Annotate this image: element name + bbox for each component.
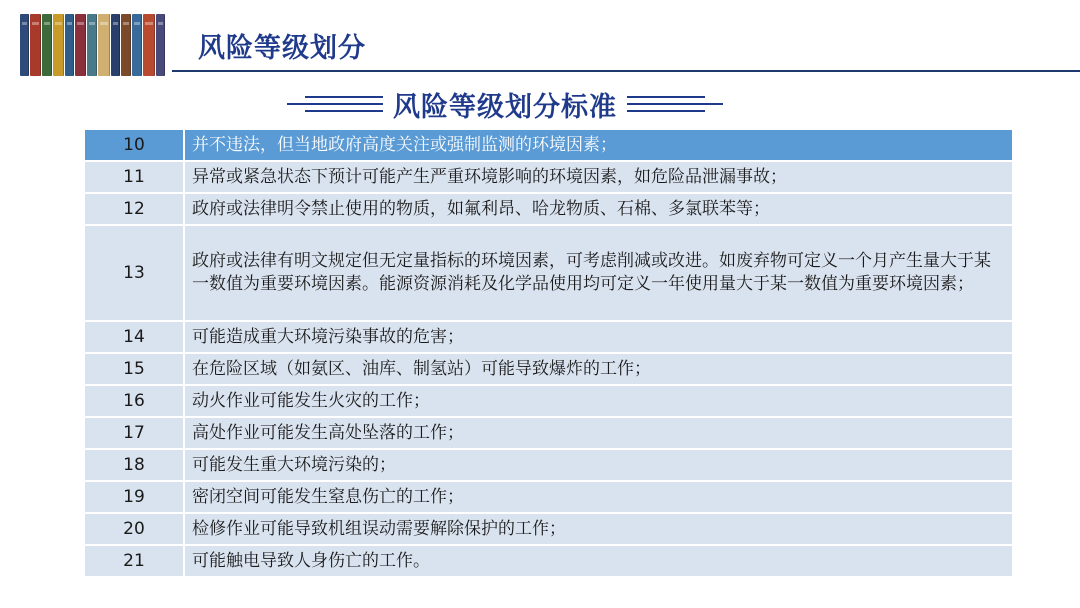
- row-description: 并不违法，但当地政府高度关注或强制监测的环境因素；: [185, 130, 1012, 160]
- book-spine: [20, 14, 29, 76]
- page-title: 风险等级划分: [198, 33, 366, 64]
- row-number: 20: [85, 514, 185, 544]
- row-number: 14: [85, 322, 185, 352]
- row-number: 15: [85, 354, 185, 384]
- section-heading: [270, 84, 740, 124]
- table-row: [85, 226, 1012, 320]
- table-row: [85, 514, 1012, 544]
- book-spine: [75, 14, 86, 76]
- book-spine: [53, 14, 65, 76]
- row-description: 检修作业可能导致机组误动需要解除保护的工作；: [185, 514, 1012, 544]
- table-row: [85, 354, 1012, 384]
- row-description: 可能造成重大环境污染事故的危害；: [185, 322, 1012, 352]
- row-number: 12: [85, 194, 185, 224]
- book-spine: [111, 14, 120, 76]
- table-row: [85, 162, 1012, 192]
- book-spine: [65, 14, 74, 76]
- book-spine: [87, 14, 97, 76]
- header-divider: [172, 70, 1080, 72]
- table-row: [85, 418, 1012, 448]
- table-row: [85, 450, 1012, 480]
- row-number: 17: [85, 418, 185, 448]
- table-row: [85, 194, 1012, 224]
- table-row: [85, 322, 1012, 352]
- row-number: 10: [85, 130, 185, 160]
- row-number: 13: [85, 226, 185, 320]
- row-description: 政府或法律有明文规定但无定量指标的环境因素，可考虑削减或改进。如废弃物可定义一个月产生量大于某一数值为重要环境因素。能源资源消耗及化学品使用均可定义一年使用量大于某一数值为重要环境因素；: [185, 226, 1012, 320]
- row-number: 11: [85, 162, 185, 192]
- table-row: [85, 386, 1012, 416]
- decorative-lines-right: [627, 96, 723, 112]
- table-row: [85, 130, 1012, 160]
- row-number: 19: [85, 482, 185, 512]
- book-spine: [121, 14, 132, 76]
- book-spine: [30, 14, 41, 76]
- books-decoration: [20, 14, 165, 76]
- row-description: 动火作业可能发生火灾的工作；: [185, 386, 1012, 416]
- row-description: 可能触电导致人身伤亡的工作。: [185, 546, 1012, 576]
- row-number: 18: [85, 450, 185, 480]
- book-spine: [143, 14, 155, 76]
- decorative-lines-left: [287, 96, 383, 112]
- book-spine: [98, 14, 110, 76]
- row-description: 政府或法律明令禁止使用的物质，如氟利昂、哈龙物质、石棉、多氯联苯等；: [185, 194, 1012, 224]
- section-title: 风险等级划分标准: [393, 91, 617, 123]
- table-row: [85, 482, 1012, 512]
- table-row: [85, 546, 1012, 576]
- risk-criteria-table: [85, 128, 1012, 578]
- row-number: 21: [85, 546, 185, 576]
- row-number: 16: [85, 386, 185, 416]
- book-spine: [156, 14, 165, 76]
- row-description: 高处作业可能发生高处坠落的工作；: [185, 418, 1012, 448]
- book-spine: [42, 14, 52, 76]
- row-description: 密闭空间可能发生窒息伤亡的工作；: [185, 482, 1012, 512]
- row-description: 在危险区域（如氨区、油库、制氢站）可能导致爆炸的工作；: [185, 354, 1012, 384]
- row-description: 可能发生重大环境污染的；: [185, 450, 1012, 480]
- row-description: 异常或紧急状态下预计可能产生严重环境影响的环境因素，如危险品泄漏事故；: [185, 162, 1012, 192]
- book-spine: [132, 14, 142, 76]
